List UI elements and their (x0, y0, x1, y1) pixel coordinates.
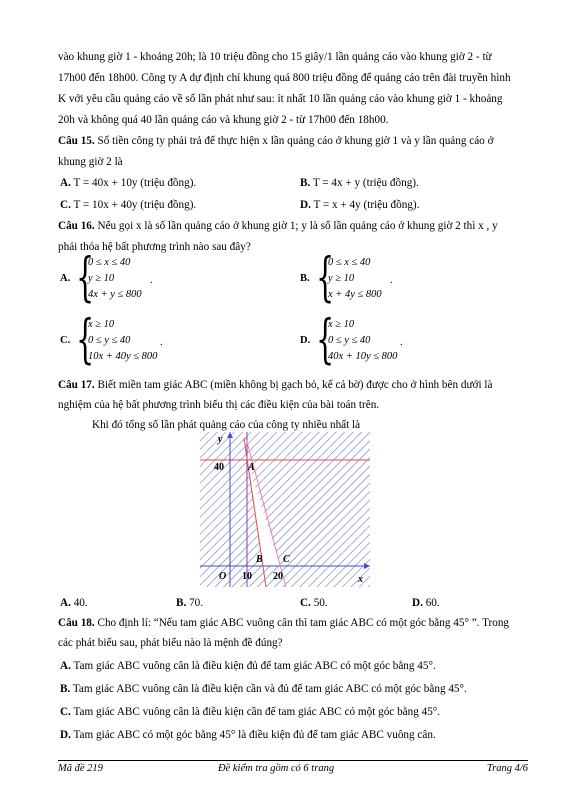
q17-text-2: nghiệm của hệ bất phương trình biểu thị các điều kiện của bài toán trên. (58, 399, 380, 411)
q15-option-d-label: D. (300, 199, 311, 211)
page-footer (58, 760, 528, 774)
q17-option-c-text: 50. (313, 597, 328, 609)
q18-option-c-label: C. (60, 706, 71, 718)
q18-option-a (60, 659, 436, 673)
q18-option-a-text: Tam giác ABC vuông cân là điều kiện đủ để tam giác ABC có một góc bằng 45°. (73, 660, 436, 672)
q15-line-1 (58, 134, 528, 148)
y-axis-label: y (218, 434, 223, 445)
q17-option-a-label: A. (60, 597, 71, 609)
q17-option-b-label: B. (176, 597, 187, 609)
x-axis-label: x (358, 574, 363, 585)
q15-text-2: khung giờ 2 là (58, 156, 123, 168)
x-tick-20: 20 (273, 571, 283, 582)
brace-icon: { (76, 248, 95, 308)
q16-option-b: B. { 0 ≤ x ≤ 40 y ≥ 10 x + 4y ≤ 800 . (300, 248, 393, 308)
intro-line-3: K với yêu cầu quảng cáo về số lần phát như sau: ít nhất 10 lần quảng cáo vào khung giờ 1 - khoảng (58, 93, 503, 105)
q16-label: Câu 16. (58, 220, 95, 232)
q16-option-d: D. { x ≥ 10 0 ≤ y ≤ 40 40x + 10y ≤ 800 . (300, 310, 403, 370)
point-a-label: A (248, 462, 255, 473)
q18-option-c (60, 705, 440, 719)
q17-text-3: Khi đó tổng số lần phát quảng cáo của công ty nhiều nhất là (92, 419, 361, 431)
q18-option-a-label: A. (60, 660, 71, 672)
q16-option-c-label: C. (60, 335, 71, 346)
q17-option-c-label: C. (300, 597, 311, 609)
q17-option-a-text: 40. (73, 597, 88, 609)
q18-text-1: Cho định lí: “Nếu tam giác ABC vuông cân thì tam giác ABC có một góc bằng 45° ”. Trong (97, 617, 510, 629)
q16-text-2: phải thỏa hệ bất phương trình nào sau đây? (58, 241, 251, 253)
q15-option-c-text: T = 10x + 40y (triệu đồng). (73, 199, 197, 211)
x-tick-10: 10 (242, 571, 252, 582)
footer-page-count: Đề kiểm tra gồm có 6 trang (218, 763, 335, 774)
q18-option-b-text: Tam giác ABC vuông cân là điều kiện cần và đủ để tam giác ABC có một góc bằng 45°. (72, 683, 467, 695)
q15-option-a (60, 176, 196, 190)
q15-option-d (300, 198, 419, 212)
q16-b-line-3: x + 4y ≤ 800 (328, 289, 382, 300)
point-b-label: B (256, 554, 263, 565)
q16-a-line-2: y ≥ 10 (88, 273, 115, 284)
q16-option-a-label: A. (60, 273, 71, 284)
q15-option-c-label: C. (60, 199, 71, 211)
q15-text-1: Số tiền công ty phải trả để thực hiện x lần quảng cáo ở khung giờ 1 và y lần quảng cáo ở (97, 135, 494, 147)
q16-c-line-1: x ≥ 10 (88, 319, 115, 330)
q16-option-d-label: D. (300, 335, 311, 346)
q18-label: Câu 18. (58, 617, 95, 629)
intro-line-1: vào khung giờ 1 - khoảng 20h; là 10 triệu đồng cho 15 giây/1 lần quảng cáo vào khung giờ 2 - từ (58, 51, 492, 63)
q15-option-a-text: T = 40x + 10y (triệu đồng). (73, 177, 197, 189)
q16-text-1: Nếu gọi x là số lần quảng cáo ở khung giờ 1; y là số lần quảng cáo ở khung giờ 2 thì x , y (97, 220, 498, 232)
intro-line-2: 17h00 đến 18h00. Công ty A dự định chỉ khung quá 800 triệu đồng để quảng cáo trên đài truyền hình (58, 72, 511, 84)
q17-text-1: Biết miền tam giác ABC (miền không bị gạch bỏ, kể cả bờ) được cho ở hình bên dưới là (97, 379, 493, 391)
q17-option-d (412, 596, 440, 610)
q18-option-b-label: B. (60, 683, 71, 695)
q15-option-d-text: T = x + 4y (triệu đồng). (313, 199, 420, 211)
q17-option-d-text: 60. (425, 597, 440, 609)
y-tick-40: 40 (214, 462, 224, 473)
q17-option-a (60, 596, 88, 610)
q18-option-d (60, 728, 436, 742)
q17-line-1 (58, 378, 528, 392)
q16-c-line-2: 0 ≤ y ≤ 40 (88, 335, 131, 346)
q17-option-c (300, 596, 328, 610)
origin-label: O (219, 571, 227, 582)
footer-exam-code: Mã đề 219 (58, 763, 103, 774)
footer-page-number: Trang 4/6 (486, 763, 528, 774)
q18-option-d-text: Tam giác ABC có một góc bằng 45° là điều kiện đủ để tam giác ABC vuông cân. (73, 729, 436, 741)
brace-icon: { (316, 310, 335, 370)
q16-option-c: C. { x ≥ 10 0 ≤ y ≤ 40 10x + 40y ≤ 800 . (60, 310, 163, 370)
q18-option-b (60, 682, 467, 696)
q15-label: Câu 15. (58, 135, 95, 147)
q17-label: Câu 17. (58, 379, 95, 391)
q16-d-line-3: 40x + 10y ≤ 800 (328, 351, 398, 362)
q17-option-d-label: D. (412, 597, 423, 609)
q16-option-a: A. { 0 ≤ x ≤ 40 y ≥ 10 4x + y ≤ 800 . (60, 248, 153, 308)
brace-icon: { (316, 248, 335, 308)
q16-b-line-2: y ≥ 10 (328, 273, 355, 284)
q15-option-a-label: A. (60, 177, 71, 189)
intro-line-4: 20h và không quá 40 lần quảng cáo và khung giờ 2 - từ 17h00 đến 18h00. (58, 114, 389, 126)
q17-option-b (176, 596, 203, 610)
q18-line-1 (58, 616, 528, 630)
q17-option-b-text: 70. (189, 597, 204, 609)
q16-b-line-1: 0 ≤ x ≤ 40 (328, 257, 371, 268)
q16-a-line-1: 0 ≤ x ≤ 40 (88, 257, 131, 268)
q15-option-b-label: B. (300, 177, 311, 189)
q16-option-b-label: B. (300, 273, 310, 284)
q16-d-line-2: 0 ≤ y ≤ 40 (328, 335, 371, 346)
q15-option-c (60, 198, 196, 212)
q18-option-d-label: D. (60, 729, 71, 741)
q17-feasible-region-figure (200, 432, 370, 587)
q16-a-line-3: 4x + y ≤ 800 (88, 289, 142, 300)
q18-option-c-text: Tam giác ABC vuông cân là điều kiện cần để tam giác ABC có một góc bằng 45°. (73, 706, 441, 718)
q16-c-line-3: 10x + 40y ≤ 800 (88, 351, 158, 362)
q15-option-b-text: T = 4x + y (triệu đồng). (312, 177, 419, 189)
brace-icon: { (76, 310, 95, 370)
q16-line-1 (58, 219, 528, 233)
q18-text-2: các phát biểu sau, phát biểu nào là mệnh đề đúng? (58, 637, 283, 649)
q16-d-line-1: x ≥ 10 (328, 319, 355, 330)
point-c-label: C (283, 554, 290, 565)
q15-option-b (300, 176, 419, 190)
